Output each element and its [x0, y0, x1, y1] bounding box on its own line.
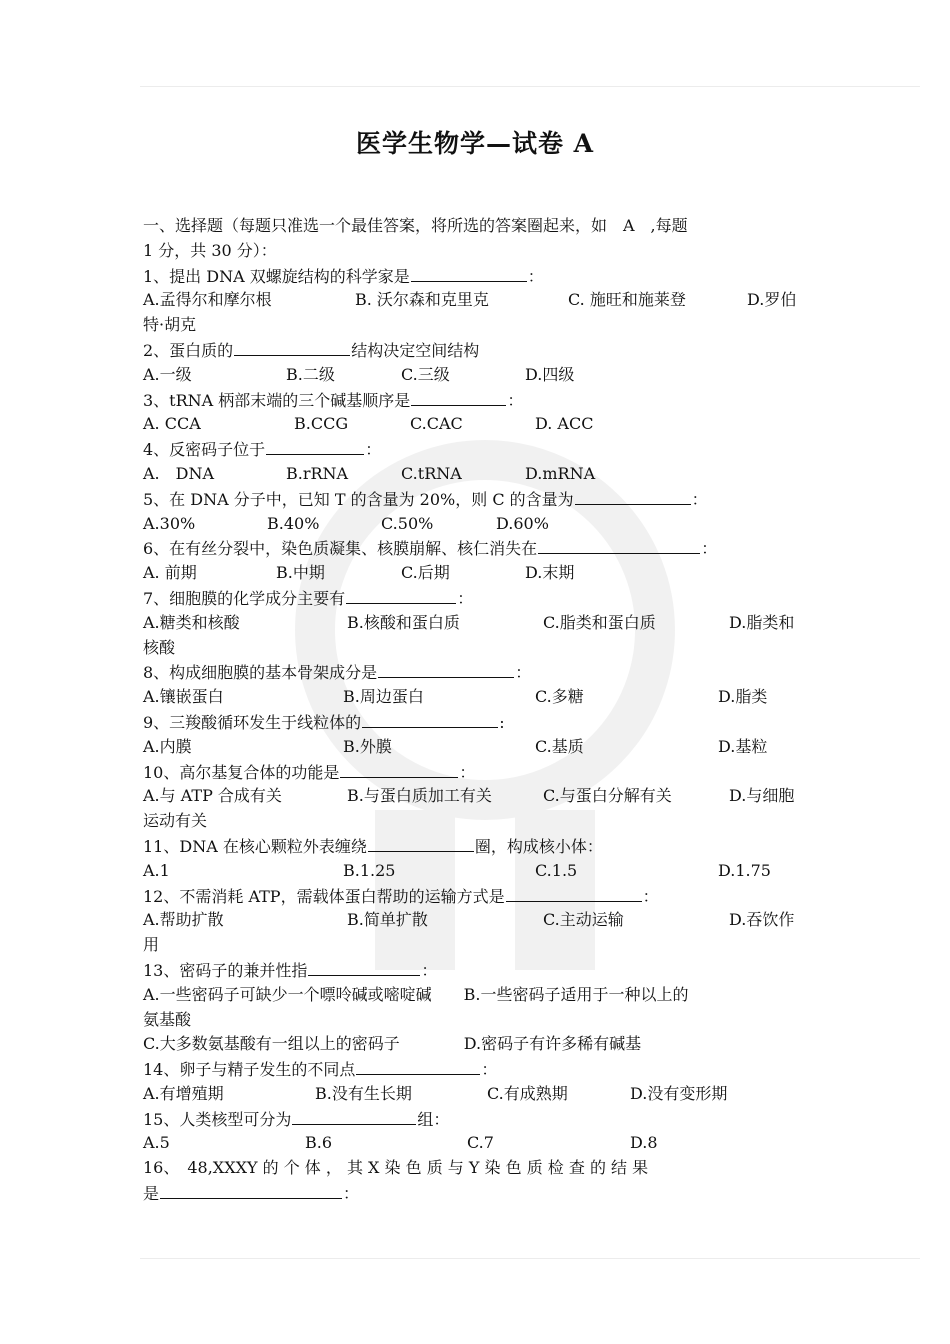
- option-a[interactable]: A.有增殖期: [143, 1083, 224, 1103]
- option-b[interactable]: B.周边蛋白: [343, 687, 424, 707]
- option-b[interactable]: B.没有生长期: [315, 1083, 412, 1103]
- option-a[interactable]: A. 前期: [143, 563, 197, 583]
- question-3: [143, 388, 810, 413]
- answer-blank[interactable]: [308, 958, 420, 976]
- option-b[interactable]: B. 沃尔森和克里克: [355, 290, 489, 310]
- option-continuation: 运动有关: [143, 811, 208, 831]
- question-15: [143, 1107, 810, 1132]
- question-text: 14、卵子与精子发生的不同点: [143, 1060, 356, 1080]
- answer-blank[interactable]: [378, 660, 514, 678]
- answer-blank[interactable]: [575, 487, 691, 505]
- question-text: 4、反密码子位于: [143, 440, 266, 460]
- options-6: [143, 561, 810, 586]
- option-c[interactable]: C.基质: [535, 736, 584, 756]
- option-c[interactable]: C.有成熟期: [487, 1083, 568, 1103]
- option-d[interactable]: D.与细胞: [729, 786, 795, 806]
- question-2: [143, 338, 810, 363]
- page-title: 医学生物学—试卷 A: [355, 129, 595, 158]
- option-continuation: 用: [143, 935, 160, 955]
- answer-blank[interactable]: [538, 536, 700, 554]
- option-b[interactable]: B.二级: [286, 364, 335, 384]
- question-text: ：: [457, 588, 474, 608]
- option-d[interactable]: D.mRNA: [525, 463, 596, 483]
- option-c[interactable]: C.脂类和蛋白质: [543, 612, 656, 632]
- question-text: 6、在有丝分裂中，染色质凝集、核膜崩解、核仁消失在: [143, 539, 538, 559]
- question-text: ：: [421, 960, 438, 980]
- question-text: 圈，构成核小体：: [474, 836, 603, 856]
- question-text: 8、构成细胞膜的基本骨架成分是: [143, 663, 378, 683]
- page-top-rule: [140, 86, 920, 87]
- exam-content: [143, 214, 810, 1206]
- question-11: [143, 834, 810, 859]
- option-d[interactable]: D.没有变形期: [630, 1083, 728, 1103]
- question-6: [143, 536, 810, 561]
- question-7: [143, 586, 810, 611]
- option-c[interactable]: C.三级: [401, 364, 450, 384]
- question-4: [143, 437, 810, 462]
- options-10: [143, 784, 810, 809]
- options-2: [143, 363, 810, 388]
- option-c[interactable]: C.多糖: [535, 687, 584, 707]
- options-4: [143, 462, 810, 487]
- option-d[interactable]: D.60%: [496, 513, 549, 533]
- option-line[interactable]: C.大多数氨基酸有一组以上的密码子 D.密码子有许多稀有碱基: [143, 1034, 642, 1054]
- options-12: [143, 908, 810, 933]
- answer-blank[interactable]: [411, 388, 506, 406]
- question-text: 10、高尔基复合体的功能是: [143, 762, 340, 782]
- options-7: [143, 611, 810, 636]
- option-a[interactable]: A.糖类和核酸: [143, 612, 240, 632]
- option-d[interactable]: D.1.75: [718, 860, 771, 880]
- option-a[interactable]: A.帮助扩散: [143, 910, 224, 930]
- question-text: ：: [691, 489, 708, 509]
- options-9: [143, 735, 810, 760]
- answer-blank[interactable]: [411, 264, 527, 282]
- answer-blank[interactable]: [234, 338, 350, 356]
- question-text: ：: [642, 886, 659, 906]
- question-text: ：: [507, 390, 524, 410]
- answer-blank[interactable]: [356, 1057, 480, 1075]
- option-a[interactable]: A.一级: [143, 364, 192, 384]
- option-b[interactable]: B.40%: [267, 513, 320, 533]
- option-b[interactable]: B.简单扩散: [347, 910, 428, 930]
- question-16: 16、 48,XXXY 的 个 体 ， 其 X 染 色 质 与 Y 染 色 质 检 查 的 结 果: [143, 1158, 649, 1178]
- option-d[interactable]: D.四级: [525, 364, 575, 384]
- option-a[interactable]: A.1: [143, 860, 170, 880]
- options-8: [143, 685, 810, 710]
- answer-blank[interactable]: [362, 710, 498, 728]
- options-15: [143, 1131, 810, 1156]
- answer-blank[interactable]: [506, 884, 642, 902]
- option-a[interactable]: A.5: [143, 1133, 170, 1153]
- option-d[interactable]: D.基粒: [718, 736, 768, 756]
- option-a[interactable]: A.孟得尔和摩尔根: [143, 290, 272, 310]
- option-d[interactable]: D.8: [630, 1133, 658, 1153]
- option-a[interactable]: A. DNA: [143, 463, 215, 483]
- question-text: ：: [365, 440, 382, 460]
- option-continuation: 核酸: [143, 637, 176, 657]
- question-text: 1、提出 DNA 双螺旋结构的科学家是: [143, 266, 410, 286]
- option-b[interactable]: B.中期: [276, 563, 325, 583]
- option-d[interactable]: D.脂类和: [729, 612, 795, 632]
- answer-blank[interactable]: [368, 834, 474, 852]
- question-text: ：: [459, 762, 476, 782]
- options-1: [143, 288, 810, 313]
- option-a[interactable]: A.与 ATP 合成有关: [143, 786, 282, 806]
- option-d[interactable]: D. ACC: [535, 414, 594, 434]
- section-intro-line-1: 一、选择题（每题只准选一个最佳答案，将所选的答案圈起来，如 A ,每题: [143, 216, 688, 235]
- question-10: [143, 760, 810, 785]
- option-line: 氨基酸: [143, 1009, 192, 1029]
- option-c[interactable]: C.7: [467, 1133, 494, 1153]
- question-text: 13、密码子的兼并性指: [143, 960, 308, 980]
- question-14: [143, 1057, 810, 1082]
- answer-blank[interactable]: [266, 437, 364, 455]
- question-5: [143, 487, 810, 512]
- option-a[interactable]: A.内膜: [143, 736, 192, 756]
- option-c[interactable]: C.与蛋白分解有关: [543, 786, 672, 806]
- question-16-cont: [143, 1181, 810, 1206]
- question-text: 12、不需消耗 ATP，需载体蛋白帮助的运输方式是: [143, 886, 505, 906]
- question-text: 15、人类核型可分为: [143, 1109, 292, 1129]
- option-b[interactable]: B.6: [305, 1133, 333, 1153]
- option-d[interactable]: D.吞饮作: [729, 910, 795, 930]
- option-c[interactable]: C. 施旺和施莱登: [568, 290, 686, 310]
- option-c[interactable]: C.CAC: [410, 414, 463, 434]
- question-text: ：: [527, 266, 544, 286]
- option-continuation: 特·胡克: [143, 315, 197, 335]
- options-3: [143, 412, 810, 437]
- option-c[interactable]: C.1.5: [535, 860, 578, 880]
- question-text: ：: [515, 663, 532, 683]
- options-11: [143, 859, 810, 884]
- question-13: [143, 958, 810, 983]
- option-d[interactable]: D.末期: [525, 563, 575, 583]
- question-text: 是: [143, 1184, 160, 1204]
- option-b[interactable]: B.CCG: [294, 414, 349, 434]
- question-text: 5、在 DNA 分子中，已知 T 的含量为 20%，则 C 的含量为: [143, 489, 574, 509]
- question-text: 结构决定空间结构: [351, 340, 480, 360]
- option-c[interactable]: C.tRNA: [401, 463, 462, 483]
- option-line[interactable]: A.一些密码子可缺少一个嘌呤碱或嘧啶碱 B.一些密码子适用于一种以上的: [143, 984, 689, 1004]
- options-14: [143, 1082, 810, 1107]
- question-text: 2、蛋白质的: [143, 340, 234, 360]
- answer-blank[interactable]: [160, 1181, 342, 1199]
- question-9: [143, 710, 810, 735]
- question-text: 3、tRNA 柄部末端的三个碱基顺序是: [143, 390, 411, 410]
- question-text: 11、DNA 在核心颗粒外表缠绕: [143, 836, 367, 856]
- option-d[interactable]: D.脂类: [718, 687, 768, 707]
- option-d[interactable]: D.罗伯: [747, 290, 797, 310]
- option-c[interactable]: C.50%: [381, 513, 434, 533]
- options-5: [143, 512, 810, 537]
- question-text: ：: [701, 539, 718, 559]
- question-text: 9、三羧酸循环发生于线粒体的: [143, 712, 362, 732]
- option-b[interactable]: B.外膜: [343, 736, 392, 756]
- question-text: :: [499, 712, 505, 732]
- option-a[interactable]: A. CCA: [143, 414, 201, 434]
- option-c[interactable]: C.主动运输: [543, 910, 624, 930]
- option-c[interactable]: C.后期: [401, 563, 450, 583]
- question-text: 7、细胞膜的化学成分主要有: [143, 588, 346, 608]
- question-1: [143, 264, 810, 289]
- section-intro-line-2: 1 分，共 30 分）：: [143, 240, 277, 260]
- question-text: ：: [481, 1060, 498, 1080]
- option-b[interactable]: B.1.25: [343, 860, 396, 880]
- answer-blank[interactable]: [292, 1107, 416, 1125]
- question-8: [143, 660, 810, 685]
- answer-blank[interactable]: [346, 586, 456, 604]
- question-text: ：: [343, 1184, 360, 1204]
- question-12: [143, 884, 810, 909]
- option-b[interactable]: B.与蛋白质加工有关: [347, 786, 492, 806]
- option-a[interactable]: A.镶嵌蛋白: [143, 687, 224, 707]
- question-text: 组：: [417, 1109, 450, 1129]
- answer-blank[interactable]: [340, 760, 458, 778]
- option-a[interactable]: A.30%: [143, 513, 196, 533]
- page-bottom-rule: [140, 1258, 920, 1259]
- option-b[interactable]: B.rRNA: [286, 463, 349, 483]
- option-b[interactable]: B.核酸和蛋白质: [347, 612, 460, 632]
